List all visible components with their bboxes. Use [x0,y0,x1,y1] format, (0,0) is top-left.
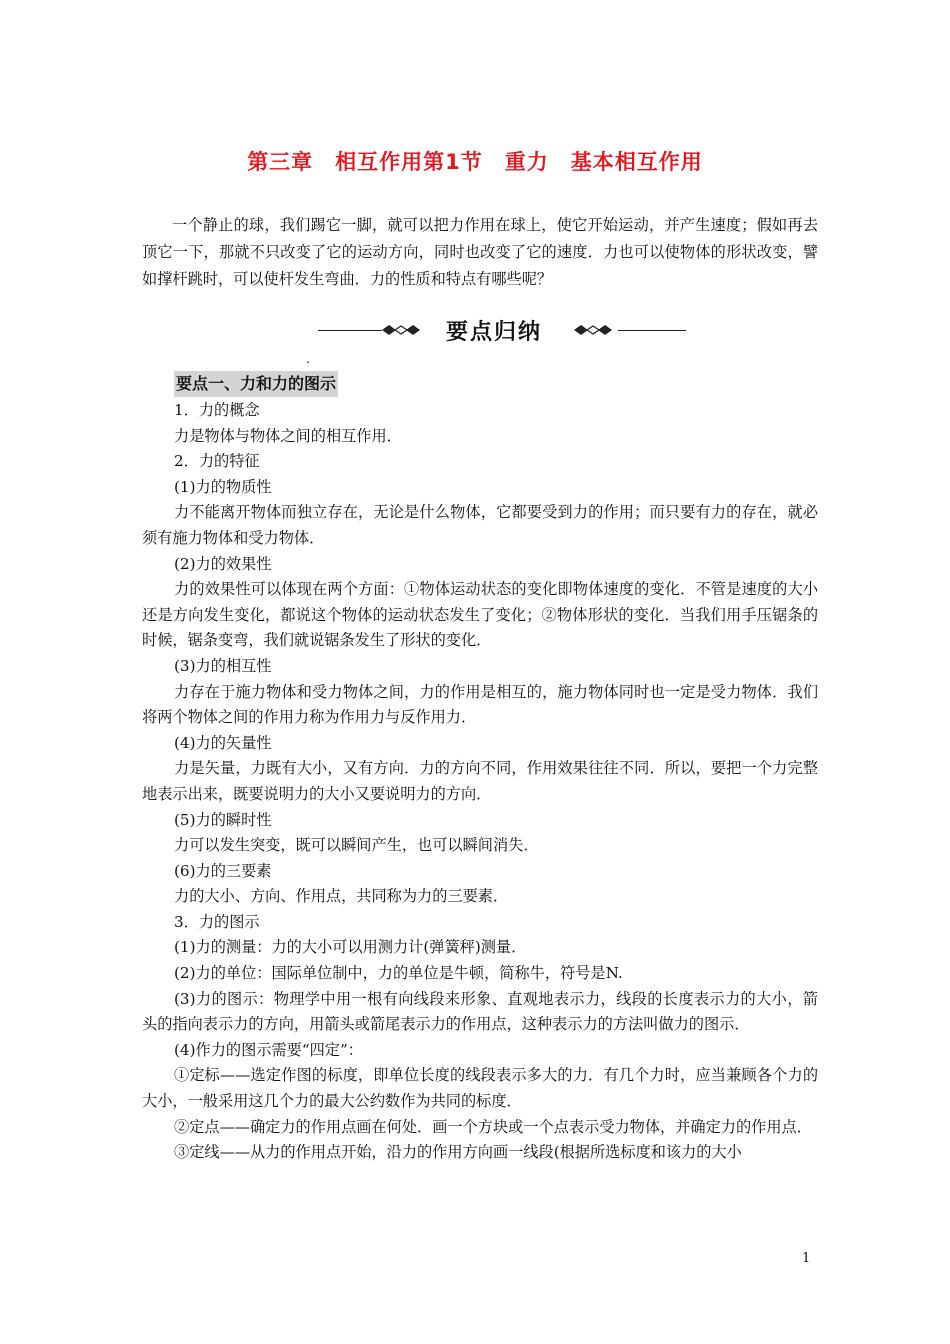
paragraph: 3．力的图示 [174,912,260,931]
paragraph: (1)力的物质性 [174,477,272,496]
paragraph: (5)力的瞬时性 [174,810,272,829]
page-number: 1 [802,1251,811,1266]
paragraph: (6)力的三要素 [174,861,272,880]
subheading: 要点一、力和力的图示 [174,371,338,397]
chapter-title: 第三章 相互作用第1节 重力 基本相互作用 [247,150,703,174]
paragraph: 力的效果性可以体现在两个方面：①物体运动状态的变化即物体速度的变化．不管是速度的大小还是方向发生变化，都说这个物体的运动状态发生了变化；②物体形状的变化．当我们用手压锯条的时候，锯条变弯，我们就说锯条发生了形状的变化． [142,580,818,650]
paragraph: 力可以发生突变，既可以瞬间产生，也可以瞬间消失． [174,836,539,855]
paragraph: (1)力的测量：力的大小可以用测力计(弹簧秤)测量． [174,938,527,957]
paragraph: 力是物体与物体之间的相互作用． [174,426,402,445]
paragraph: (4)作力的图示需要“四定”： [174,1040,363,1059]
diamond-ornament-icon [572,322,616,338]
paragraph: 力不能离开物体而独立存在，无论是什么物体，它都要受到力的作用；而只要有力的存在，就必须有施力物体和受力物体． [142,503,818,547]
body-content [142,371,818,1166]
intro-paragraph: 一个静止的球，我们踢它一脚，就可以把力作用在球上，使它开始运动，并产生速度；假如再去顶它一下，那就不只改变了它的运动方向，同时也改变了它的速度．力也可以使物体的形状改变，譬如撑杆跳时，可以使杆发生弯曲．力的性质和特点有哪些呢？ [142,216,818,288]
paragraph: 2．力的特征 [174,452,260,471]
paragraph: ②定点——确定力的作用点画在何处．画一个方块或一个点表示受力物体，并确定力的作用点． [174,1117,812,1136]
paragraph: (3)力的图示：物理学中用一根有向线段来形象、直观地表示力，线段的长度表示力的大小，箭头的指向表示力的方向，用箭头或箭尾表示力的作用点，这种表示力的方法叫做力的图示． [142,989,818,1034]
marker-dot: . [306,352,310,366]
paragraph: (2)力的单位：国际单位制中，力的单位是牛顿，简称牛，符号是N. [174,964,623,983]
paragraph: 力存在于施力物体和受力物体之间，力的作用是相互的，施力物体同时也一定是受力物体．我们将两个物体之间的作用力称为作用力与反作用力． [142,682,818,727]
paragraph: 力的大小、方向、作用点，共同称为力的三要素． [174,887,509,906]
paragraph: (3)力的相互性 [174,656,272,675]
paragraph: (2)力的效果性 [174,554,272,573]
paragraph: ③定线——从力的作用点开始，沿力的作用方向画一线段(根据所选标度和该力的大小 [174,1143,742,1162]
header-rule-left [318,330,382,331]
paragraph: 力是矢量，力既有大小，又有方向．力的方向不同，作用效果往往不同．所以，要把一个力完整地表示出来，既要说明力的大小又要说明力的方向． [142,759,818,803]
paragraph: 1．力的概念 [174,401,260,419]
header-rule-right [618,330,686,331]
paragraph: (4)力的矢量性 [174,733,272,752]
diamond-ornament-icon [380,322,424,338]
section-header [316,315,672,347]
section-header-title: 要点归纳 [445,320,542,345]
paragraph: ①定标——选定作图的标度，即单位长度的线段表示多大的力．有几个力时，应当兼顾各个力的大小，一般采用这几个力的最大公约数作为共同的标度． [142,1066,818,1111]
